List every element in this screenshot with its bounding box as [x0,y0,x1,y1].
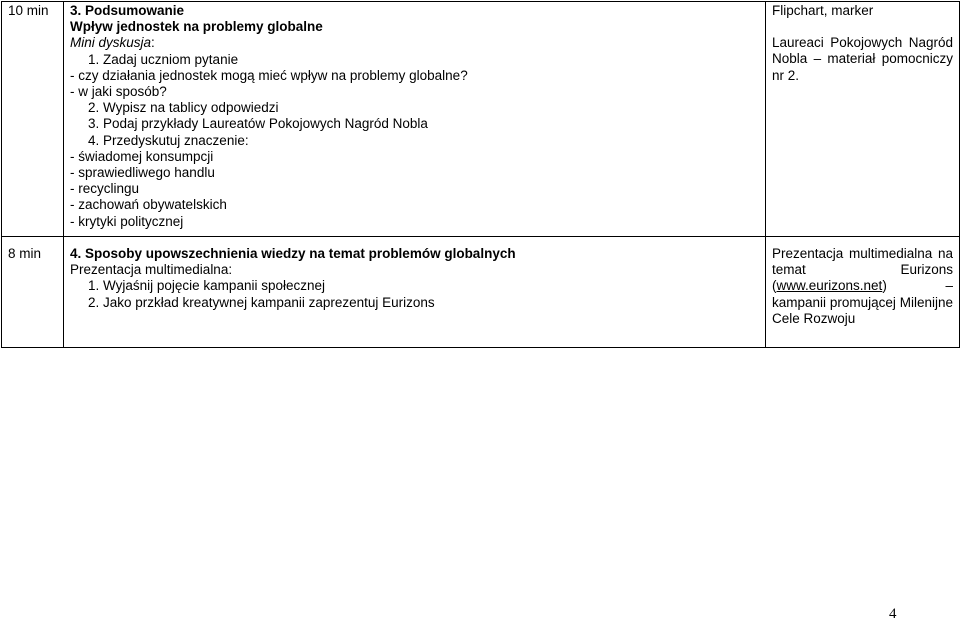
eurizons-link[interactable]: www.eurizons.net [776,278,883,294]
section-heading: 4. Sposoby upowszechnienia wiedzy na temat problemów globalnych [70,246,516,261]
table-row [2,237,960,348]
step-item: 1. Zadaj uczniom pytanie [88,51,239,67]
section-subheading: Wpływ jednostek na problemy globalne [70,19,323,35]
step-item: - recyclingu [70,181,140,197]
activity-cell [64,2,766,237]
step-item: 1. Wyjaśnij pojęcie kampanii społecznej [88,278,325,294]
materials-cell [766,237,960,348]
materials-text-part: ) – kampanii promującej Milenijne Cele Rozwoju [772,278,953,326]
step-item: 2. Wypisz na tablicy odpowiedzi [88,100,279,116]
lesson-plan-table [1,1,960,348]
step-item: - świadomej konsumpcji [70,148,214,164]
activity-intro: Prezentacja multimedialna: [70,262,233,278]
intro-suffix: : [151,35,155,51]
table-row [2,2,960,237]
intro-italic: Mini dyskusja [70,35,152,51]
step-item: - w jaki sposób? [70,84,167,100]
activity-intro [70,35,759,51]
materials-text [772,246,953,327]
page-number: 4 [889,606,897,622]
time-cell: 10 min [2,2,64,237]
step-item: - zachowań obywatelskich [70,197,227,213]
step-item: - czy działania jednostek mogą mieć wpływ na problemy globalne? [70,67,468,83]
activity-cell [64,237,766,348]
section-heading: 3. Podsumowanie [70,3,185,18]
materials-head: Flipchart, marker [772,3,874,18]
step-item: - sprawiedliwego handlu [70,165,215,181]
step-item: 4. Przedyskutuj znaczenie: [88,132,249,148]
step-item: - krytyki politycznej [70,213,184,229]
step-item: 2. Jako przkład kreatywnej kampanii zaprezentuj Eurizons [88,294,435,310]
materials-text-part: Prezentacja multimedialna na temat Eurizons ( [772,246,953,294]
materials-cell [766,2,960,237]
materials-text: Laureaci Pokojowych Nagród Nobla – materiał pomocniczy nr 2. [772,35,953,83]
time-cell: 8 min [2,237,64,348]
step-item: 3. Podaj przykłady Laureatów Pokojowych Nagród Nobla [88,116,428,132]
